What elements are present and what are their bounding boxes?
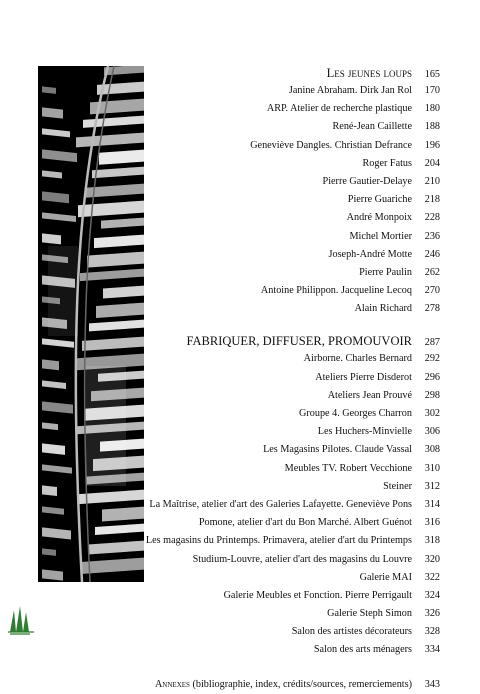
entry-page: 312 bbox=[424, 480, 440, 492]
annexes-entry[interactable] bbox=[150, 676, 440, 694]
entry-page: 236 bbox=[424, 230, 440, 242]
entry-page: 320 bbox=[424, 553, 440, 565]
toc-entry[interactable] bbox=[150, 300, 440, 318]
toc-entry[interactable] bbox=[150, 569, 440, 587]
annexes-detail: (bibliographie, index, crédits/sources, remerciements) bbox=[192, 678, 412, 690]
entry-page: 328 bbox=[424, 626, 440, 638]
entry-page: 302 bbox=[424, 408, 440, 419]
entry-title: Les Magasins Pilotes. Claude Vassal bbox=[263, 444, 412, 456]
entry-title: Les Huchers-Minvielle bbox=[317, 426, 412, 438]
toc-entry[interactable] bbox=[150, 282, 440, 300]
entry-page: 308 bbox=[424, 444, 440, 456]
toc-entry[interactable] bbox=[150, 641, 440, 659]
toc-entry[interactable] bbox=[150, 514, 440, 532]
publisher-logo-icon bbox=[4, 602, 42, 636]
entry-page: 218 bbox=[424, 194, 440, 206]
annexes-label: Annexes bbox=[154, 678, 190, 690]
entry-title: René-Jean Caillette bbox=[332, 121, 412, 133]
toc-entry[interactable] bbox=[150, 137, 440, 155]
entry-title: Galerie MAI bbox=[359, 571, 412, 583]
entry-page: 246 bbox=[424, 248, 440, 260]
entry-title: Les magasins du Printemps. Primavera, atelier d'art du Printemps bbox=[145, 535, 412, 547]
entry-page: 316 bbox=[424, 517, 440, 529]
entry-page: 296 bbox=[424, 371, 440, 383]
table-of-contents bbox=[145, 64, 440, 694]
entry-title: Groupe 4. Georges Charron bbox=[299, 408, 412, 419]
entry-title: Pierre Guariche bbox=[347, 194, 412, 206]
entry-page: 228 bbox=[424, 212, 440, 224]
section-entries bbox=[145, 350, 440, 659]
toc-entry[interactable] bbox=[150, 100, 440, 118]
entry-title: Steiner bbox=[383, 480, 412, 492]
entry-title: Pierre Gautier-Delaye bbox=[322, 175, 412, 187]
entry-title: Geneviève Dangles. Christian Defrance bbox=[250, 139, 412, 151]
entry-page: 326 bbox=[424, 608, 440, 620]
toc-entry[interactable] bbox=[150, 405, 440, 423]
entry-title: Michel Mortier bbox=[349, 230, 412, 242]
section-heading[interactable] bbox=[150, 332, 440, 350]
entry-title: Roger Fatus bbox=[362, 157, 412, 169]
chair-detail-photo bbox=[38, 66, 144, 582]
entry-title: Ateliers Jean Prouvé bbox=[327, 389, 412, 401]
entry-title: Galerie Steph Simon bbox=[327, 608, 412, 620]
entry-page: 278 bbox=[424, 303, 440, 315]
entry-title: Pierre Paulin bbox=[359, 266, 412, 278]
entry-page: 188 bbox=[424, 121, 440, 133]
section-page: 165 bbox=[424, 69, 440, 80]
toc-entry[interactable] bbox=[150, 605, 440, 623]
toc-entry[interactable] bbox=[150, 387, 440, 405]
entry-title: Studium-Louvre, atelier d'art des magasins du Louvre bbox=[192, 553, 412, 565]
toc-entry[interactable] bbox=[150, 155, 440, 173]
toc-entry[interactable] bbox=[150, 460, 440, 478]
entry-page: 314 bbox=[424, 498, 440, 510]
entry-title: Ateliers Pierre Disderot bbox=[315, 371, 412, 383]
entry-title: Meubles TV. Robert Vecchione bbox=[284, 462, 412, 474]
entry-title: Joseph-André Motte bbox=[328, 248, 412, 260]
entry-title: Antoine Philippon. Jacqueline Lecoq bbox=[260, 285, 412, 297]
toc-entry[interactable] bbox=[150, 441, 440, 459]
section-title: Les jeunes loups bbox=[326, 66, 412, 80]
toc-entry[interactable] bbox=[150, 246, 440, 264]
toc-entry[interactable] bbox=[150, 551, 440, 569]
entry-title: Alain Richard bbox=[354, 303, 412, 315]
toc-entry[interactable] bbox=[150, 350, 440, 368]
toc-entry[interactable] bbox=[150, 423, 440, 441]
entry-title: Janine Abraham. Dirk Jan Rol bbox=[288, 85, 412, 96]
entry-title: Galerie Meubles et Fonction. Pierre Perrigault bbox=[223, 589, 412, 601]
toc-entry[interactable] bbox=[150, 82, 440, 100]
entry-page: 310 bbox=[424, 462, 440, 474]
entry-page: 204 bbox=[424, 157, 440, 169]
entry-title: Salon des arts ménagers bbox=[313, 644, 412, 656]
toc-entry[interactable] bbox=[150, 623, 440, 641]
entry-page: 334 bbox=[424, 644, 440, 656]
entry-page: 196 bbox=[424, 139, 440, 151]
section-title: FABRIQUER, DIFFUSER, PROMOUVOIR bbox=[186, 334, 412, 349]
entry-title: ARP. Atelier de recherche plastique bbox=[266, 103, 412, 115]
entry-page: 170 bbox=[424, 85, 440, 96]
entry-page: 292 bbox=[424, 353, 440, 365]
entry-page: 210 bbox=[424, 175, 440, 187]
entry-page: 306 bbox=[424, 426, 440, 438]
entry-page: 270 bbox=[424, 285, 440, 297]
entry-title: André Monpoix bbox=[346, 212, 412, 224]
entry-page: 180 bbox=[424, 103, 440, 115]
toc-entry[interactable] bbox=[150, 209, 440, 227]
entry-page: 262 bbox=[424, 266, 440, 278]
entry-page: 324 bbox=[424, 589, 440, 601]
toc-entry[interactable] bbox=[150, 587, 440, 605]
toc-entry[interactable] bbox=[150, 264, 440, 282]
section-heading[interactable] bbox=[150, 64, 440, 82]
entry-title: Pomone, atelier d'art du Bon Marché. Albert Guénot bbox=[198, 517, 412, 529]
toc-entry[interactable] bbox=[150, 191, 440, 209]
entry-page: 318 bbox=[424, 535, 440, 547]
toc-entry[interactable] bbox=[150, 369, 440, 387]
toc-entry[interactable] bbox=[150, 496, 440, 514]
entry-page: 322 bbox=[424, 571, 440, 583]
toc-entry[interactable] bbox=[150, 478, 440, 496]
section-entries bbox=[150, 82, 440, 318]
entry-title: Airborne. Charles Bernard bbox=[303, 353, 412, 365]
annexes-page: 343 bbox=[424, 678, 440, 690]
entry-page: 298 bbox=[424, 389, 440, 401]
toc-entry[interactable] bbox=[145, 532, 440, 550]
toc-entry[interactable] bbox=[150, 173, 440, 191]
entry-title: Salon des artistes décorateurs bbox=[291, 626, 412, 638]
section-page: 287 bbox=[424, 337, 440, 349]
chair-detail-image bbox=[38, 66, 144, 582]
toc-entry[interactable] bbox=[150, 118, 440, 136]
toc-entry[interactable] bbox=[150, 228, 440, 246]
entry-title: La Maîtrise, atelier d'art des Galeries Lafayette. Geneviève Pons bbox=[149, 498, 412, 510]
